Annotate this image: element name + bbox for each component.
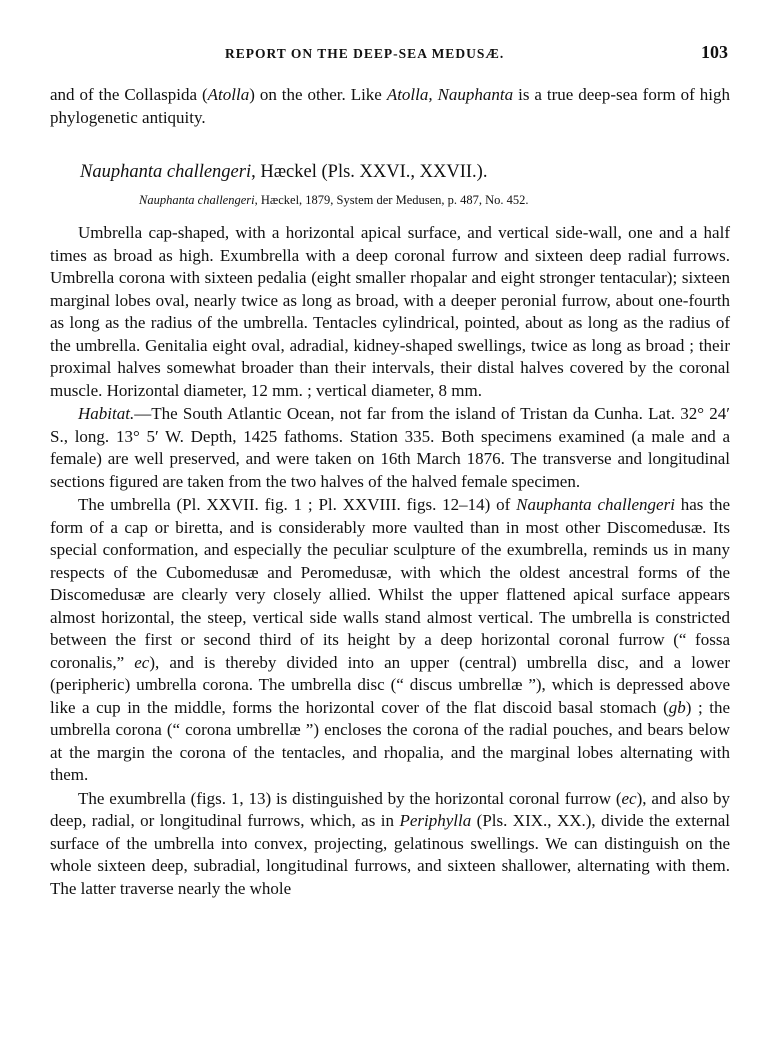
description-paragraph: Umbrella cap-shaped, with a horizontal apical surface, and vertical side-wall, one and a half times as broad as high. Exumbrella with a deep coronal furrow and sixteen deep radial furrows. Umbrella corona with sixteen pedalia (eight smaller rhopalar and eight stronger tentacular); sixteen marginal lobes oval, nearly twice as long as broad, with a deeper peronial furrow, about one-fourth as long as the radius of the umbrella. Tentacles cylindrical, pointed, about as long as the radius of the umbrella. Genitalia eight oval, adradial, kidney-shaped swellings, twice as long as broad ; their proximal halves somewhat broader than their intervals, their distal halves covered by the coronal muscle. Horizontal diameter, 12 mm. ; vertical diameter, 8 mm.: [50, 223, 730, 400]
page: [50, 40, 730, 900]
habitat-paragraph: Habitat.—The South Atlantic Ocean, not far from the island of Tristan da Cunha. Lat. 32° 24′ S., long. 13° 5′ W. Depth, 1425 fathoms. Station 335. Both specimens examined (a male and a female) are well preserved, and were taken on 16th March 1876. The transverse and longitudinal sections figured are taken from the two halves of the halved female specimen.: [50, 404, 730, 491]
species-heading: Nauphanta challengeri, Hæckel (Pls. XXVI., XXVII.).: [80, 162, 488, 182]
page-header: [50, 40, 730, 70]
citation: Nauphanta challengeri, Hæckel, 1879, System der Medusen, p. 487, No. 452.: [139, 193, 529, 207]
running-head: REPORT ON THE DEEP-SEA MEDUSÆ.: [225, 46, 505, 61]
intro-paragraph: and of the Collaspida (Atolla) on the other. Like Atolla, Nauphanta is a true deep-sea form of high phylogenetic antiquity.: [50, 85, 731, 127]
umbrella-paragraph: The umbrella (Pl. XXVII. fig. 1 ; Pl. XXVIII. figs. 12–14) of Nauphanta challengeri has the form of a cap or biretta, and is considerably more vaulted than in most other Discomedusæ. Its special conformation, and especially the peculiar sculpture of the exumbrella, reminds us in many respects of the Cubomedusæ and Peromedusæ, with which the oldest ancestral forms of the Discomedusæ are clearly very closely allied. Whilst the upper flattened apical surface appears almost horizontal, the steep, vertical side walls stand almost vertical. The umbrella is constricted between the first or second third of its height by a deep horizontal coronal furrow (“ fossa coronalis,” ec), and is thereby divided into an upper (central) umbrella disc, and a lower (peripheric) umbrella corona. The umbrella disc (“ discus umbrellæ ”), which is depressed above like a cup in the middle, forms the horizontal cover of the flat discoid basal stomach (gb) ; the umbrella corona (“ corona umbrellæ ”) encloses the corona of the radial pouches, and bears below at the margin the corona of the tentacles, and rhopalia, and the marginal lobes alternating with them.: [50, 495, 731, 784]
page-number: 103: [701, 42, 728, 62]
exumbrella-paragraph: The exumbrella (figs. 1, 13) is distinguished by the horizontal coronal furrow (ec), and also by deep, radial, or longitudinal furrows, which, as in Periphylla (Pls. XIX., XX.), divide the external surface of the umbrella into convex, projecting, gelatinous swellings. We can distinguish on the whole sixteen deep, subradial, longitudinal furrows, and sixteen shallower, alternating with them. The latter traverse nearly the whole: [50, 788, 731, 898]
